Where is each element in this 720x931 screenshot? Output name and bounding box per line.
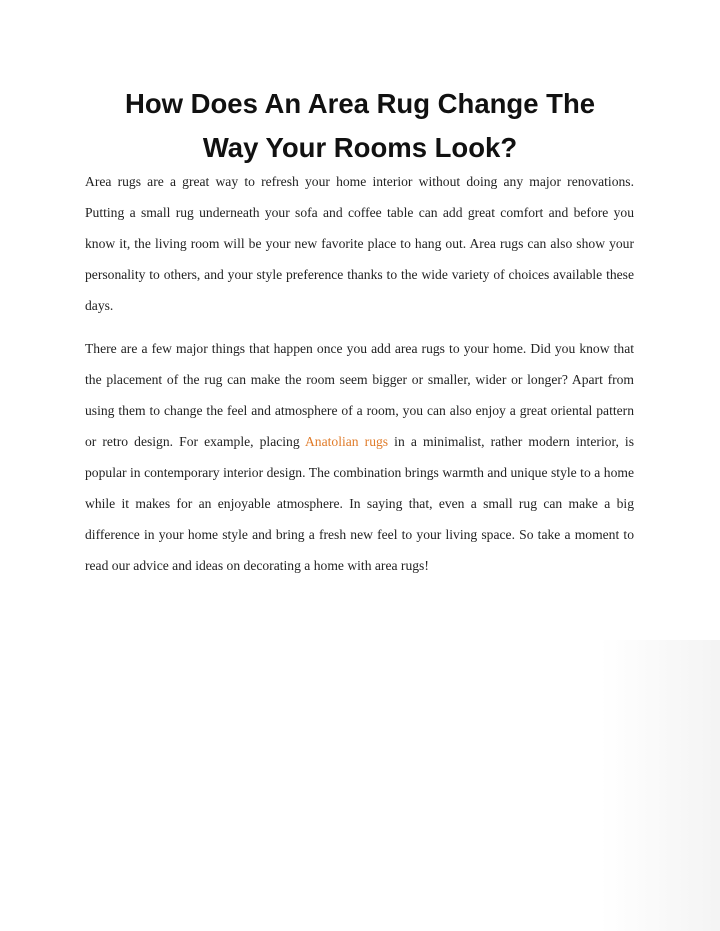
paragraph-2-text-start: There are a few major things that happen once you add area rugs to your home. Did you know that the placement of the rug can make the room seem bigger or smaller, wider or longer? Apart from using them to change the feel and atmosphere of a room, you can also enjoy a great oriental pattern or retro design. For example, placing: [85, 341, 634, 449]
paragraph-2: [85, 333, 634, 581]
page-shadow: [600, 640, 720, 931]
anatolian-rugs-link[interactable]: Anatolian rugs: [304, 434, 389, 449]
title-line-2: Way Your Rooms Look?: [202, 132, 518, 163]
title-line-1: How Does An Area Rug Change The: [124, 88, 596, 119]
page-title: [70, 82, 650, 170]
paragraph-1: Area rugs are a great way to refresh your home interior without doing any major renovations. Putting a small rug underneath your sofa and coffee table can add great comfort and before you know it, the living room will be your new favorite place to hang out. Area rugs can also show your personality to others, and your style preference thanks to the wide variety of choices available these days.: [85, 174, 634, 313]
paragraph-2-text-end: in a minimalist, rather modern interior, is popular in contemporary interior design. The combination brings warmth and unique style to a home while it makes for an enjoyable atmosphere. In saying that, even a small rug can make a big difference in your home style and bring a fresh new feel to your living space. So take a moment to read our advice and ideas on decorating a home with area rugs!: [85, 434, 634, 573]
